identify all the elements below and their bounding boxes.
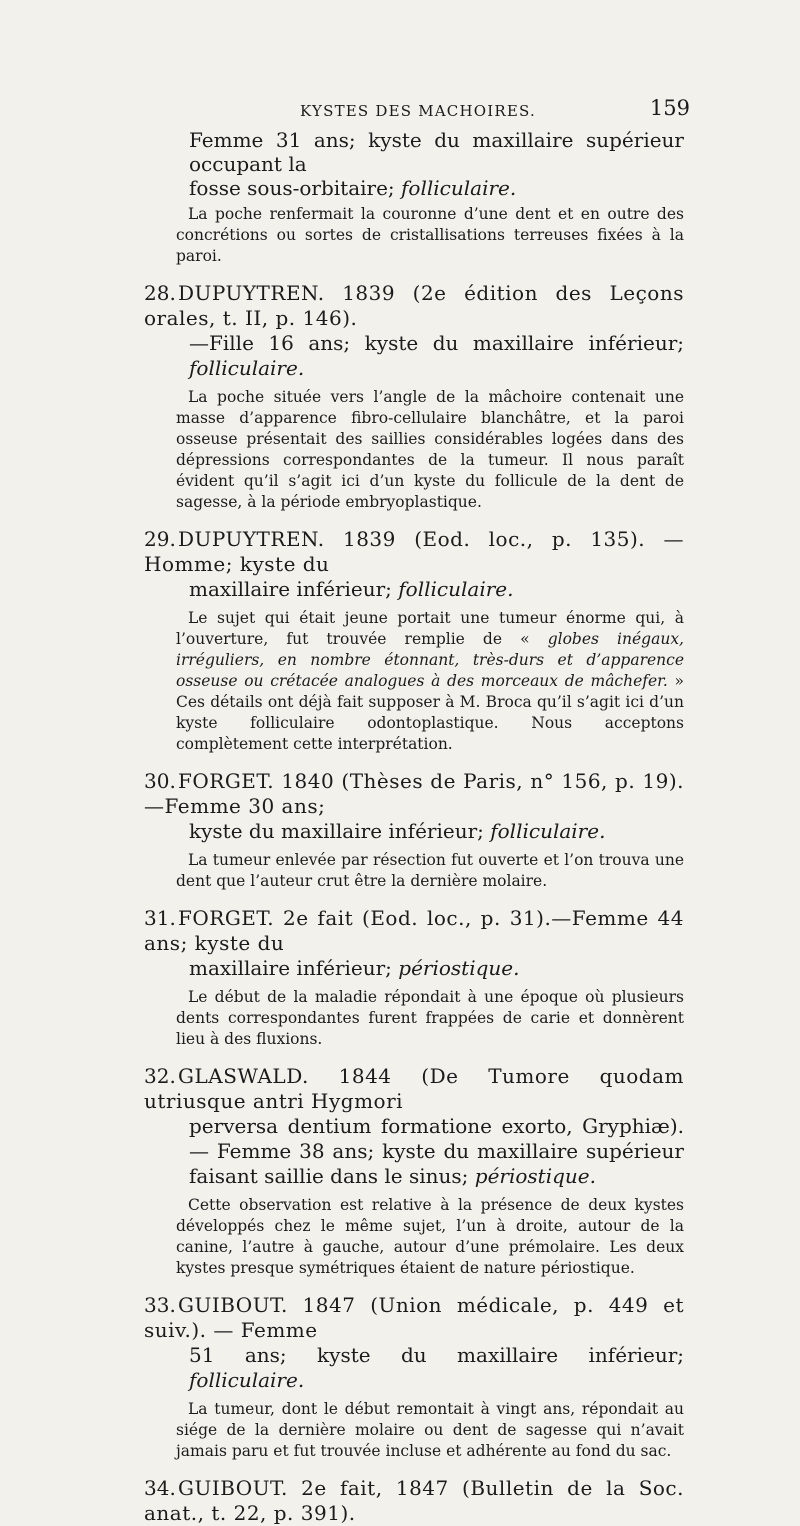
entry-34 bbox=[144, 1476, 684, 1526]
entry-29 bbox=[144, 527, 684, 755]
entry-summary: kyste du maxillaire inférieur; bbox=[189, 819, 491, 843]
entry-classification: périostique. bbox=[398, 956, 520, 980]
entry-note bbox=[144, 850, 684, 892]
opening-entry bbox=[144, 128, 684, 200]
entry-continuation bbox=[144, 1114, 684, 1189]
entry-note-text bbox=[176, 608, 684, 755]
entry-number: 31. bbox=[144, 906, 176, 930]
entry-note bbox=[144, 987, 684, 1050]
opening-line-2 bbox=[189, 176, 684, 200]
entry-citation: GUIBOUT. 1847 (Union médicale, p. 449 et suiv.). — Femme bbox=[144, 1293, 684, 1342]
entry-summary: —Fille 16 ans; kyste du maxillaire inférieur; bbox=[189, 331, 684, 355]
entry-citation: FORGET. 2e fait (Eod. loc., p. 31).—Femme 44 ans; kyste du bbox=[144, 906, 684, 955]
entry-summary: maxillaire inférieur; bbox=[189, 956, 399, 980]
entry-note bbox=[144, 1399, 684, 1462]
main-text-column bbox=[144, 128, 684, 1526]
running-head bbox=[150, 96, 690, 122]
entry-note-part-1: Le sujet qui était jeune portait une tumeur énorme qui, à l’ouverture, fut trouvée remplie de « bbox=[176, 609, 684, 648]
entry-note-text: La tumeur enlevée par résection fut ouverte et l’on trouva une dent que l’auteur crut être la dernière molaire. bbox=[176, 851, 684, 890]
entry-continuation bbox=[144, 331, 684, 381]
entry-summary: 51 ans; kyste du maxillaire inférieur; bbox=[189, 1343, 684, 1367]
entry-number: 30. bbox=[144, 769, 176, 793]
opening-classification: folliculaire. bbox=[401, 176, 517, 200]
entry-head bbox=[144, 281, 684, 331]
opening-line-2-text: fosse sous-orbitaire; bbox=[189, 176, 402, 200]
entry-classification: folliculaire. bbox=[189, 1368, 305, 1392]
running-head-title: KYSTES DES MACHOIRES. bbox=[300, 102, 536, 120]
entry-note-text: Le début de la maladie répondait à une époque où plusieurs dents correspondantes furent frappées de carie et donnèrent lieu à des fluxions. bbox=[176, 988, 684, 1048]
entry-number: 32. bbox=[144, 1064, 176, 1088]
entry-number: 28. bbox=[144, 281, 176, 305]
entry-number: 33. bbox=[144, 1293, 176, 1317]
entry-classification: périostique. bbox=[474, 1164, 596, 1188]
entry-classification: folliculaire. bbox=[490, 819, 606, 843]
entry-32 bbox=[144, 1064, 684, 1279]
entry-head bbox=[144, 1293, 684, 1343]
opening-note-text: La poche renfermait la couronne d’une dent et en outre des concrétions ou sortes de cristallisations terreuses fixées à la paroi. bbox=[176, 205, 684, 265]
entry-head bbox=[144, 906, 684, 956]
entry-citation: DUPUYTREN. 1839 (Eod. loc., p. 135). — Homme; kyste du bbox=[144, 527, 684, 576]
entry-citation: GUIBOUT. 2e fait, 1847 (Bulletin de la Soc. anat., t. 22, p. 391). bbox=[144, 1476, 684, 1525]
entry-number: 29. bbox=[144, 527, 176, 551]
entry-head bbox=[144, 1476, 684, 1526]
entry-citation: FORGET. 1840 (Thèses de Paris, n° 156, p. 19).—Femme 30 ans; bbox=[144, 769, 684, 818]
entry-citation: GLASWALD. 1844 (De Tumore quodam utriusque antri Hygmori bbox=[144, 1064, 684, 1113]
entry-continuation bbox=[144, 819, 684, 844]
entry-28 bbox=[144, 281, 684, 513]
entry-continuation bbox=[144, 956, 684, 981]
entry-33 bbox=[144, 1293, 684, 1462]
entry-summary: perversa dentium formatione exorto, Gryphiæ). — Femme 38 ans; kyste du maxillaire supérieur faisant saillie dans le sinus; bbox=[189, 1114, 684, 1188]
entry-classification: folliculaire. bbox=[398, 577, 514, 601]
opening-note bbox=[144, 204, 684, 267]
entry-number: 34. bbox=[144, 1476, 176, 1500]
entry-classification: folliculaire. bbox=[189, 356, 305, 380]
opening-line-1: Femme 31 ans; kyste du maxillaire supérieur occupant la bbox=[189, 128, 684, 176]
entry-head bbox=[144, 527, 684, 577]
entry-citation: DUPUYTREN. 1839 (2e édition des Leçons orales, t. II, p. 146). bbox=[144, 281, 684, 330]
entry-note-part-2: » Ces détails ont déjà fait supposer à M. Broca qu’il s’agit ici d’un kyste folliculaire odontoplastique. Nous acceptons complètement cette interprétation. bbox=[176, 672, 684, 753]
entry-note bbox=[144, 608, 684, 755]
entry-note bbox=[144, 1195, 684, 1279]
entry-note-text: La tumeur, dont le début remontait à vingt ans, répondait au siége de la dernière molaire ou dent de sagesse qui n’avait jamais paru et fut trouvée incluse et adhérente au fond du sac. bbox=[176, 1400, 684, 1460]
entry-31 bbox=[144, 906, 684, 1050]
entry-note-text: Cette observation est relative à la présence de deux kystes développés chez le même sujet, l’un à droite, autour de la canine, l’autre à gauche, autour d’une prémolaire. Les deux kystes presque symétriques étaient de nature périostique. bbox=[176, 1196, 684, 1277]
entry-continuation bbox=[144, 577, 684, 602]
entry-continuation bbox=[144, 1343, 684, 1393]
page-number: 159 bbox=[649, 96, 690, 120]
entry-note-quote: globes inégaux, irréguliers, en nombre étonnant, très-durs et d’apparence osseuse ou crétacée analogues à des morceaux de mâchefer. bbox=[176, 630, 684, 690]
entry-summary: maxillaire inférieur; bbox=[189, 577, 399, 601]
entry-30 bbox=[144, 769, 684, 892]
entry-note-text: La poche située vers l’angle de la mâchoire contenait une masse d’apparence fibro-cellulaire blanchâtre, et la paroi osseuse présentait des saillies considérables logées dans des dépressions correspondantes de la tumeur. Il nous paraît évident qu’il s’agit ici d’un kyste du follicule de la dent de sagesse, à la période embryoplastique. bbox=[176, 388, 684, 511]
entry-note bbox=[144, 387, 684, 513]
entry-head bbox=[144, 1064, 684, 1114]
entry-head bbox=[144, 769, 684, 819]
